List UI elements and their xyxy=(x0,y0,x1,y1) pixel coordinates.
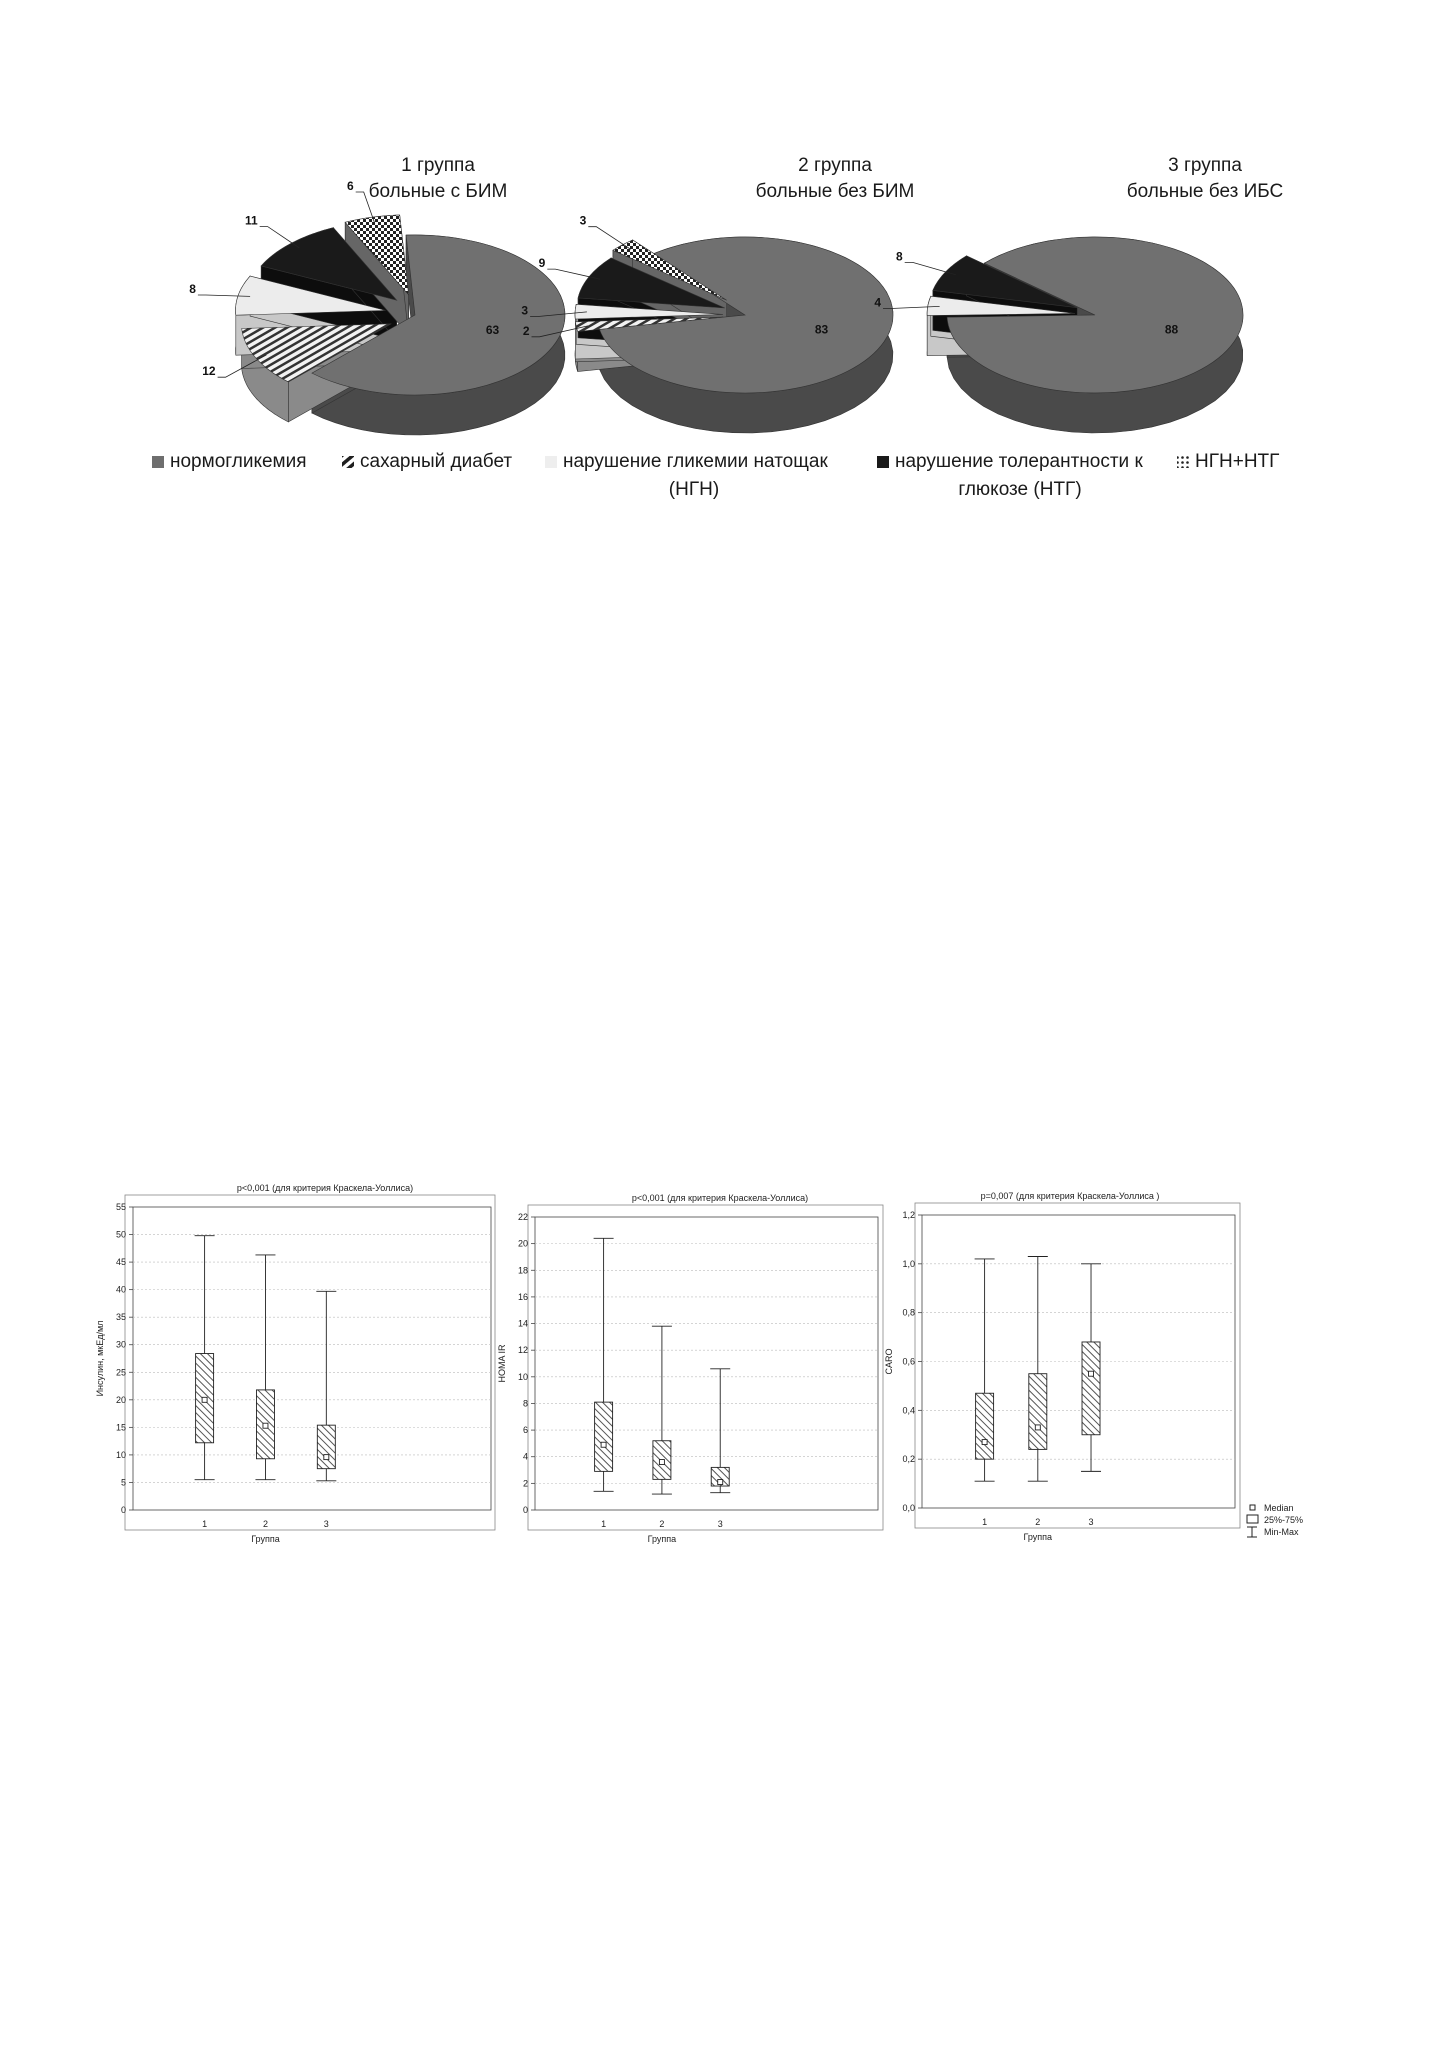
boxplot-3-xtick-label: 3 xyxy=(1088,1517,1094,1527)
boxplot-1-title: p<0,001 (для критерия Краскела-Уоллиса) xyxy=(236,1183,414,1193)
pie-3-leader-ntg xyxy=(905,262,956,275)
boxplot-3-ytick-label: 0,8 xyxy=(902,1307,915,1318)
boxplot-1-xtick-label: 2 xyxy=(262,1519,268,1529)
boxplot-2-ytick-label: 8 xyxy=(522,1398,528,1409)
boxplot-2-ytick-label: 16 xyxy=(517,1291,528,1302)
boxplot-1-ytick-label: 50 xyxy=(115,1229,126,1240)
boxplot-2-ytick-label: 4 xyxy=(522,1451,528,1462)
boxplot-2-plot-area xyxy=(535,1217,878,1510)
boxplot-3-ytick-label: 0,6 xyxy=(902,1356,915,1367)
boxplot-1-median-3 xyxy=(324,1455,329,1460)
boxplot-3-xlabel: Группа xyxy=(1023,1532,1053,1542)
pie-2-label-ngn: 3 xyxy=(521,303,529,318)
boxplot-3-ytick-label: 0,2 xyxy=(902,1454,915,1465)
pie-2-label-ntg: 9 xyxy=(538,256,546,271)
boxplot-1-ytick-label: 10 xyxy=(115,1449,126,1460)
boxplot-1-ytick-label: 40 xyxy=(115,1284,126,1295)
boxplot-2-median-1 xyxy=(601,1442,606,1447)
legend-swatch-ngn xyxy=(545,456,557,468)
boxplot-caro xyxy=(884,1191,1240,1542)
boxplot-1-xlabel: Группа xyxy=(251,1534,280,1544)
boxplot-1-plot-area xyxy=(133,1207,491,1510)
boxplot-2-ytick-label: 2 xyxy=(522,1478,528,1489)
boxplot-3-title: p=0,007 (для критерия Краскела-Уоллиса ) xyxy=(980,1191,1160,1201)
boxplot-2-ytick-label: 10 xyxy=(517,1371,528,1382)
boxplot-homa-ir xyxy=(497,1193,883,1544)
legend-label-ntg: нарушение толерантности к xyxy=(895,451,1143,472)
boxplot-2-ytick-label: 20 xyxy=(517,1238,528,1249)
pie-1-label-ngn: 8 xyxy=(189,282,196,296)
boxplot-2-xtick-label: 2 xyxy=(659,1519,665,1529)
legend-swatch-normoglycemia xyxy=(152,456,164,468)
boxplot-2-median-2 xyxy=(659,1460,664,1465)
boxplot-1-box-3 xyxy=(317,1425,335,1469)
boxplot-2-xlabel: Группа xyxy=(647,1534,677,1544)
pie-1-label-ngn-ntg: 6 xyxy=(347,179,354,193)
legend-label-ngn-line2: (НГН) xyxy=(668,479,720,500)
pie-1-title: 1 группа xyxy=(401,155,475,176)
boxplot-1-median-2 xyxy=(263,1423,268,1428)
boxplot-1-xtick-label: 3 xyxy=(323,1519,329,1529)
boxplot-legend xyxy=(1247,1503,1303,1537)
boxplot-2-title: p<0,001 (для критерия Краскела-Уоллиса) xyxy=(631,1193,809,1203)
pie-1-label-normoglycemia: 63 xyxy=(485,323,500,337)
boxplot-2-xtick-label: 3 xyxy=(717,1519,723,1529)
boxplot-2-xtick-label: 1 xyxy=(601,1519,607,1529)
boxplot-1-ytick-label: 55 xyxy=(115,1202,126,1212)
pie-1-label-ntg: 11 xyxy=(245,213,258,228)
boxplot-3-median-2 xyxy=(1035,1425,1040,1430)
boxplot-3-median-1 xyxy=(982,1440,987,1445)
pie-legend xyxy=(152,451,1279,500)
pie-2-subtitle: больные без БИМ xyxy=(755,181,915,202)
pie-3-label-normoglycemia: 88 xyxy=(1164,322,1179,337)
boxplot-2-median-3 xyxy=(718,1480,723,1485)
legend-label-diabetes: сахарный диабет xyxy=(360,451,513,472)
pie-2-label-ngn-ntg: 3 xyxy=(579,213,587,228)
pie-1-label-diabetes: 12 xyxy=(202,364,216,379)
boxplot-insulin xyxy=(95,1183,495,1544)
boxplot-1-xtick-label: 1 xyxy=(202,1519,208,1529)
legend-label-ngn-ntg: НГН+НТГ xyxy=(1195,451,1280,472)
pie-2-label-normoglycemia: 83 xyxy=(814,322,829,337)
pie-3-label-ntg: 8 xyxy=(896,249,903,264)
boxplot-3-median-3 xyxy=(1089,1371,1094,1376)
pie-2-label-diabetes: 2 xyxy=(522,323,530,338)
pie-3-label-ngn: 4 xyxy=(874,295,881,310)
boxplot-3-ytick-label: 0,0 xyxy=(902,1503,915,1513)
boxplot-2-ytick-label: 0 xyxy=(522,1505,528,1515)
boxplot-2-box-1 xyxy=(595,1402,613,1471)
boxplot-1-ytick-label: 30 xyxy=(115,1339,126,1350)
boxplot-1-median-1 xyxy=(202,1397,207,1402)
pie-3-title: 3 группа xyxy=(1168,155,1242,176)
boxplot-1-ylabel: Инсулин, мкЕд/мл xyxy=(95,1320,105,1397)
boxplot-3-ytick-label: 0,4 xyxy=(902,1405,915,1416)
boxplot-1-ytick-label: 35 xyxy=(115,1312,126,1323)
boxplot-3-xtick-label: 2 xyxy=(1035,1517,1041,1527)
legend-label-ngn: нарушение гликемии натощак xyxy=(563,451,828,472)
boxplot-1-ytick-label: 45 xyxy=(115,1257,126,1268)
boxplot-3-box-1 xyxy=(976,1393,994,1459)
pie-chart-group-1 xyxy=(189,179,565,435)
boxplot-2-ytick-label: 12 xyxy=(517,1345,528,1356)
boxplot-2-ytick-label: 6 xyxy=(522,1425,528,1436)
legend-label-normoglycemia: нормогликемия xyxy=(170,451,307,472)
boxplot-1-ytick-label: 5 xyxy=(120,1477,126,1488)
pie-2-title: 2 группа xyxy=(798,155,872,176)
legend-swatch-ngn-ntg xyxy=(1177,456,1189,468)
legend-range-label: Min-Max xyxy=(1264,1527,1299,1537)
legend-median-marker xyxy=(1250,1505,1255,1510)
boxplot-2-ytick-label: 14 xyxy=(517,1318,528,1329)
boxplot-2-ylabel: HOMA IR xyxy=(497,1344,507,1383)
boxplot-3-ytick-label: 1,0 xyxy=(902,1258,915,1269)
pie-chart-group-2 xyxy=(521,214,893,433)
boxplot-3-box-3 xyxy=(1082,1342,1100,1435)
boxplot-3-box-2 xyxy=(1029,1374,1047,1450)
pie-3-subtitle: больные без ИБС xyxy=(1126,181,1284,202)
boxplot-1-ytick-label: 15 xyxy=(115,1422,126,1433)
pie-1-subtitle: больные с БИМ xyxy=(368,181,508,202)
boxplot-1-ytick-label: 25 xyxy=(115,1367,126,1378)
legend-swatch-ntg xyxy=(877,456,889,468)
legend-label-ntg-line2: глюкозе (НТГ) xyxy=(958,479,1082,500)
boxplot-2-ytick-label: 18 xyxy=(517,1265,528,1276)
legend-median-label: Median xyxy=(1264,1503,1294,1513)
pie-chart-group-3 xyxy=(874,237,1243,433)
legend-swatch-diabetes xyxy=(342,456,354,468)
boxplot-3-xtick-label: 1 xyxy=(982,1517,988,1527)
boxplot-3-ylabel: CARO xyxy=(884,1348,894,1375)
boxplot-2-ytick-label: 22 xyxy=(517,1212,528,1222)
boxplot-3-ytick-label: 1,2 xyxy=(902,1210,915,1220)
boxplot-1-ytick-label: 0 xyxy=(120,1505,126,1515)
legend-iqr-label: 25%-75% xyxy=(1264,1515,1304,1525)
boxplot-1-ytick-label: 20 xyxy=(115,1394,126,1405)
legend-iqr-marker xyxy=(1247,1515,1258,1523)
